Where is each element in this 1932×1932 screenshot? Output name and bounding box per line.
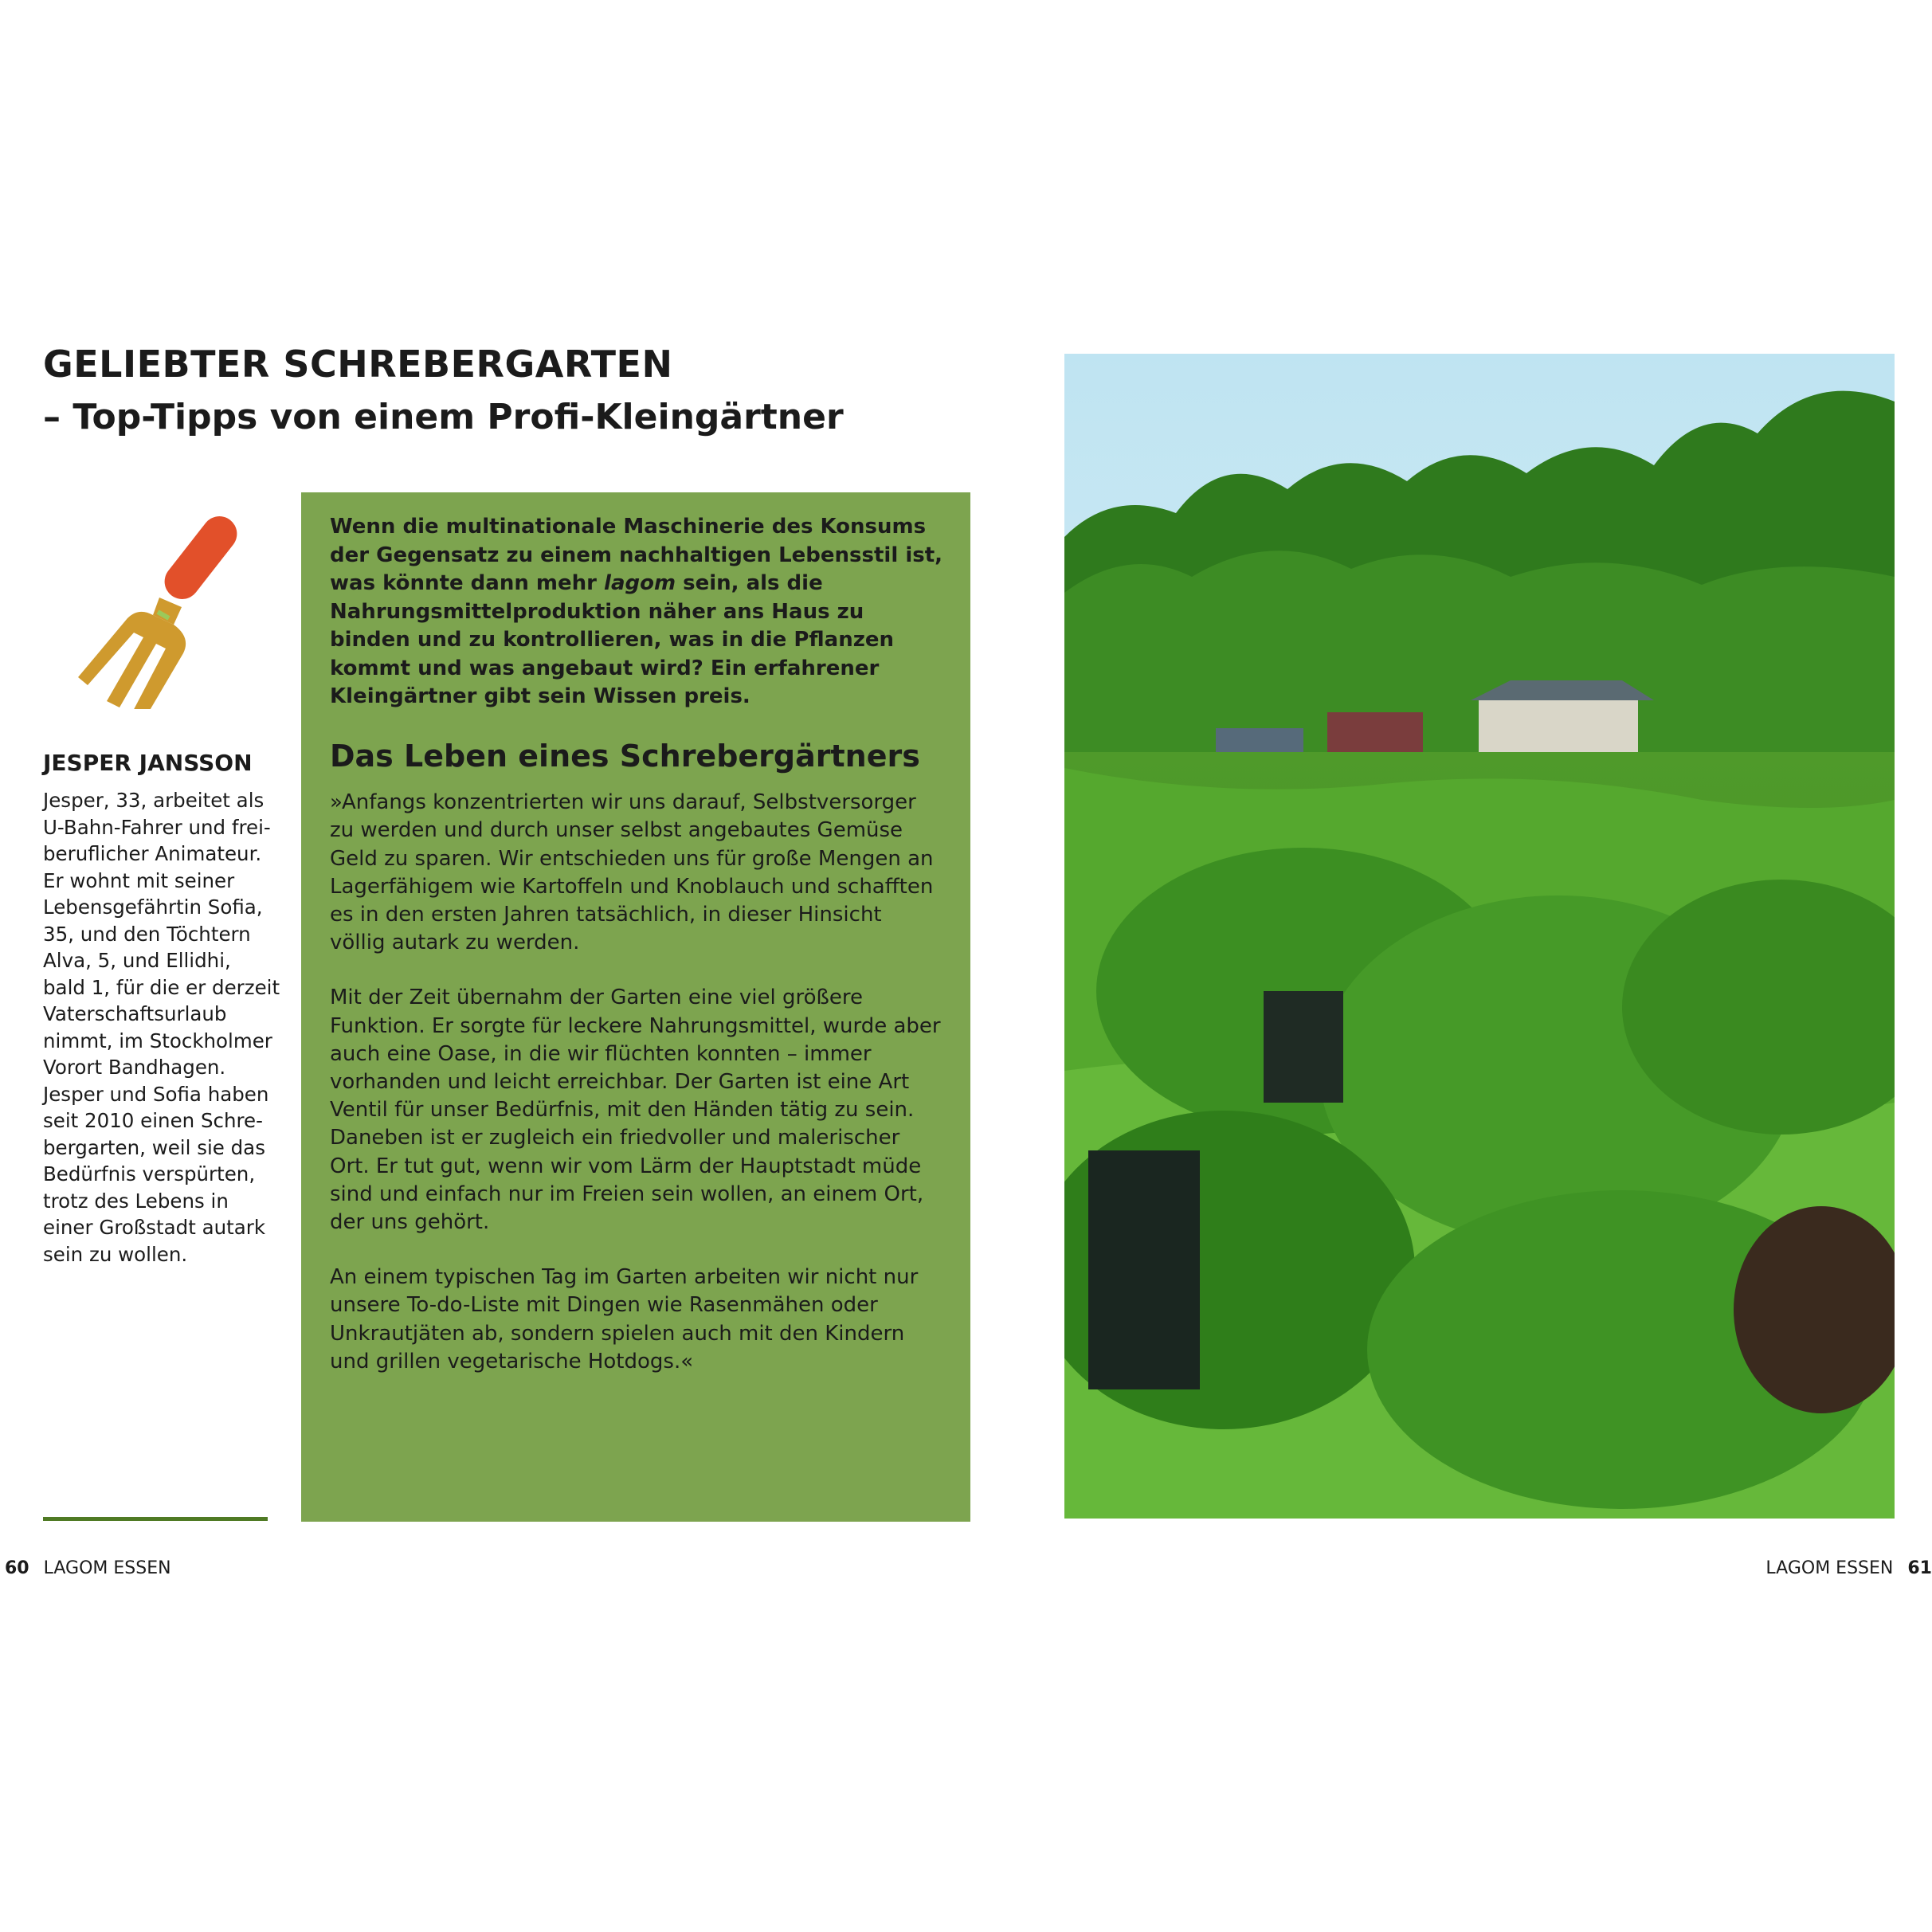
intro-italic: lagom bbox=[604, 571, 676, 595]
bio-line: Vaterschaftsurlaub bbox=[43, 1002, 227, 1026]
profile-name: JESPER JANSSON bbox=[43, 750, 253, 776]
garden-fork-icon bbox=[64, 502, 263, 709]
profile-sidebar bbox=[43, 749, 282, 1268]
page-title: GELIEBTER SCHREBERGARTEN bbox=[43, 343, 673, 386]
footer-section: LAGOM ESSEN bbox=[43, 1558, 171, 1578]
page-number: 61 bbox=[1907, 1558, 1932, 1578]
bio-line: bergarten, weil sie das bbox=[43, 1135, 265, 1159]
bio-line: seit 2010 einen Schre- bbox=[43, 1109, 263, 1133]
bio-line: nimmt, im Stockholmer bbox=[43, 1029, 272, 1052]
bio-line: Jesper und Sofia haben bbox=[43, 1082, 269, 1106]
bio-line: beruflicher Animateur. bbox=[43, 842, 262, 866]
intro-text bbox=[330, 513, 943, 711]
bio-line: Er wohnt mit seiner bbox=[43, 868, 235, 892]
footer-section: LAGOM ESSEN bbox=[1765, 1558, 1894, 1578]
footer-left bbox=[5, 1558, 171, 1578]
body-paragraph: Mit der Zeit übernahm der Garten eine viel größere Funktion. Er sorgte für leckere Nahrungsmittel, wurde aber auch eine Oase, in die wir flüchten konnten – immer vorhanden und leicht erreichbar. Der Garten ist eine Art Ventil für unser Bedürfnis, mit den Händen tätig zu sein. Daneben ist er zugleich ein friedvoller und malerischer Ort. Er tut gut, wenn wir vom Lärm der Hauptstadt müde sind und einfach nur im Freien sein wollen, an einem Ort, der uns gehört. bbox=[330, 986, 941, 1234]
bio-line: trotz des Lebens in bbox=[43, 1189, 229, 1213]
bio-line: Vorort Bandhagen. bbox=[43, 1056, 226, 1080]
bio-line: 35, und den Töchtern bbox=[43, 922, 251, 946]
body-paragraph: An einem typischen Tag im Garten arbeiten wir nicht nur unsere To-do-Liste mit Dingen wie Rasenmähen oder Unkrautjäten ab, sondern spielen auch mit den Kindern und grillen vegetarische Hotdogs.« bbox=[330, 1265, 919, 1374]
bio-line: einer Großstadt autark bbox=[43, 1216, 266, 1240]
body-paragraph: »Anfangs konzentrierten wir uns darauf, Selbstversorger zu werden und durch unser selbst angebautes Gemüse Geld zu sparen. Wir entschieden uns für große Mengen an Lagerfähigem wie Kartoffeln und Knoblauch und schafften es in den ersten Jahren tatsächlich, in dieser Hinsicht völlig autark zu werden. bbox=[330, 790, 934, 955]
page-subtitle: – Top-Tipps von einem Profi-Kleingärtner bbox=[43, 397, 844, 437]
intro-part: sein, als die Nahrungsmittelproduktion näher ans Haus zu binden und zu kontrollieren, was in die Pflanzen kommt und was angebaut wird? Ein erfahrener Kleingärtner gibt sein Wissen preis. bbox=[330, 571, 894, 708]
bio-line: U-Bahn-Fahrer und frei- bbox=[43, 815, 271, 839]
page-number: 60 bbox=[5, 1558, 29, 1578]
intro-part: Wenn die multinationale Maschinerie des Konsums der Gegensatz zu einem nachhaltigen Lebensstil ist, was könnte dann mehr bbox=[330, 515, 943, 595]
profile-bio bbox=[43, 787, 282, 1268]
section-heading: Das Leben eines Schrebergärtners bbox=[330, 738, 920, 774]
bio-line: sein zu wollen. bbox=[43, 1242, 188, 1266]
sidebar-rule bbox=[43, 1517, 268, 1521]
bio-line: Lebensgefährtin Sofia, bbox=[43, 895, 263, 919]
bio-line: bald 1, für die er derzeit bbox=[43, 975, 280, 999]
garden-photo bbox=[1064, 354, 1895, 1519]
bio-line: Alva, 5, und Ellidhi, bbox=[43, 949, 231, 973]
footer-right bbox=[1765, 1558, 1932, 1578]
article-box bbox=[301, 492, 970, 1522]
bio-line: Bedürfnis verspürten, bbox=[43, 1162, 256, 1186]
bio-line: Jesper, 33, arbeitet als bbox=[43, 789, 265, 813]
